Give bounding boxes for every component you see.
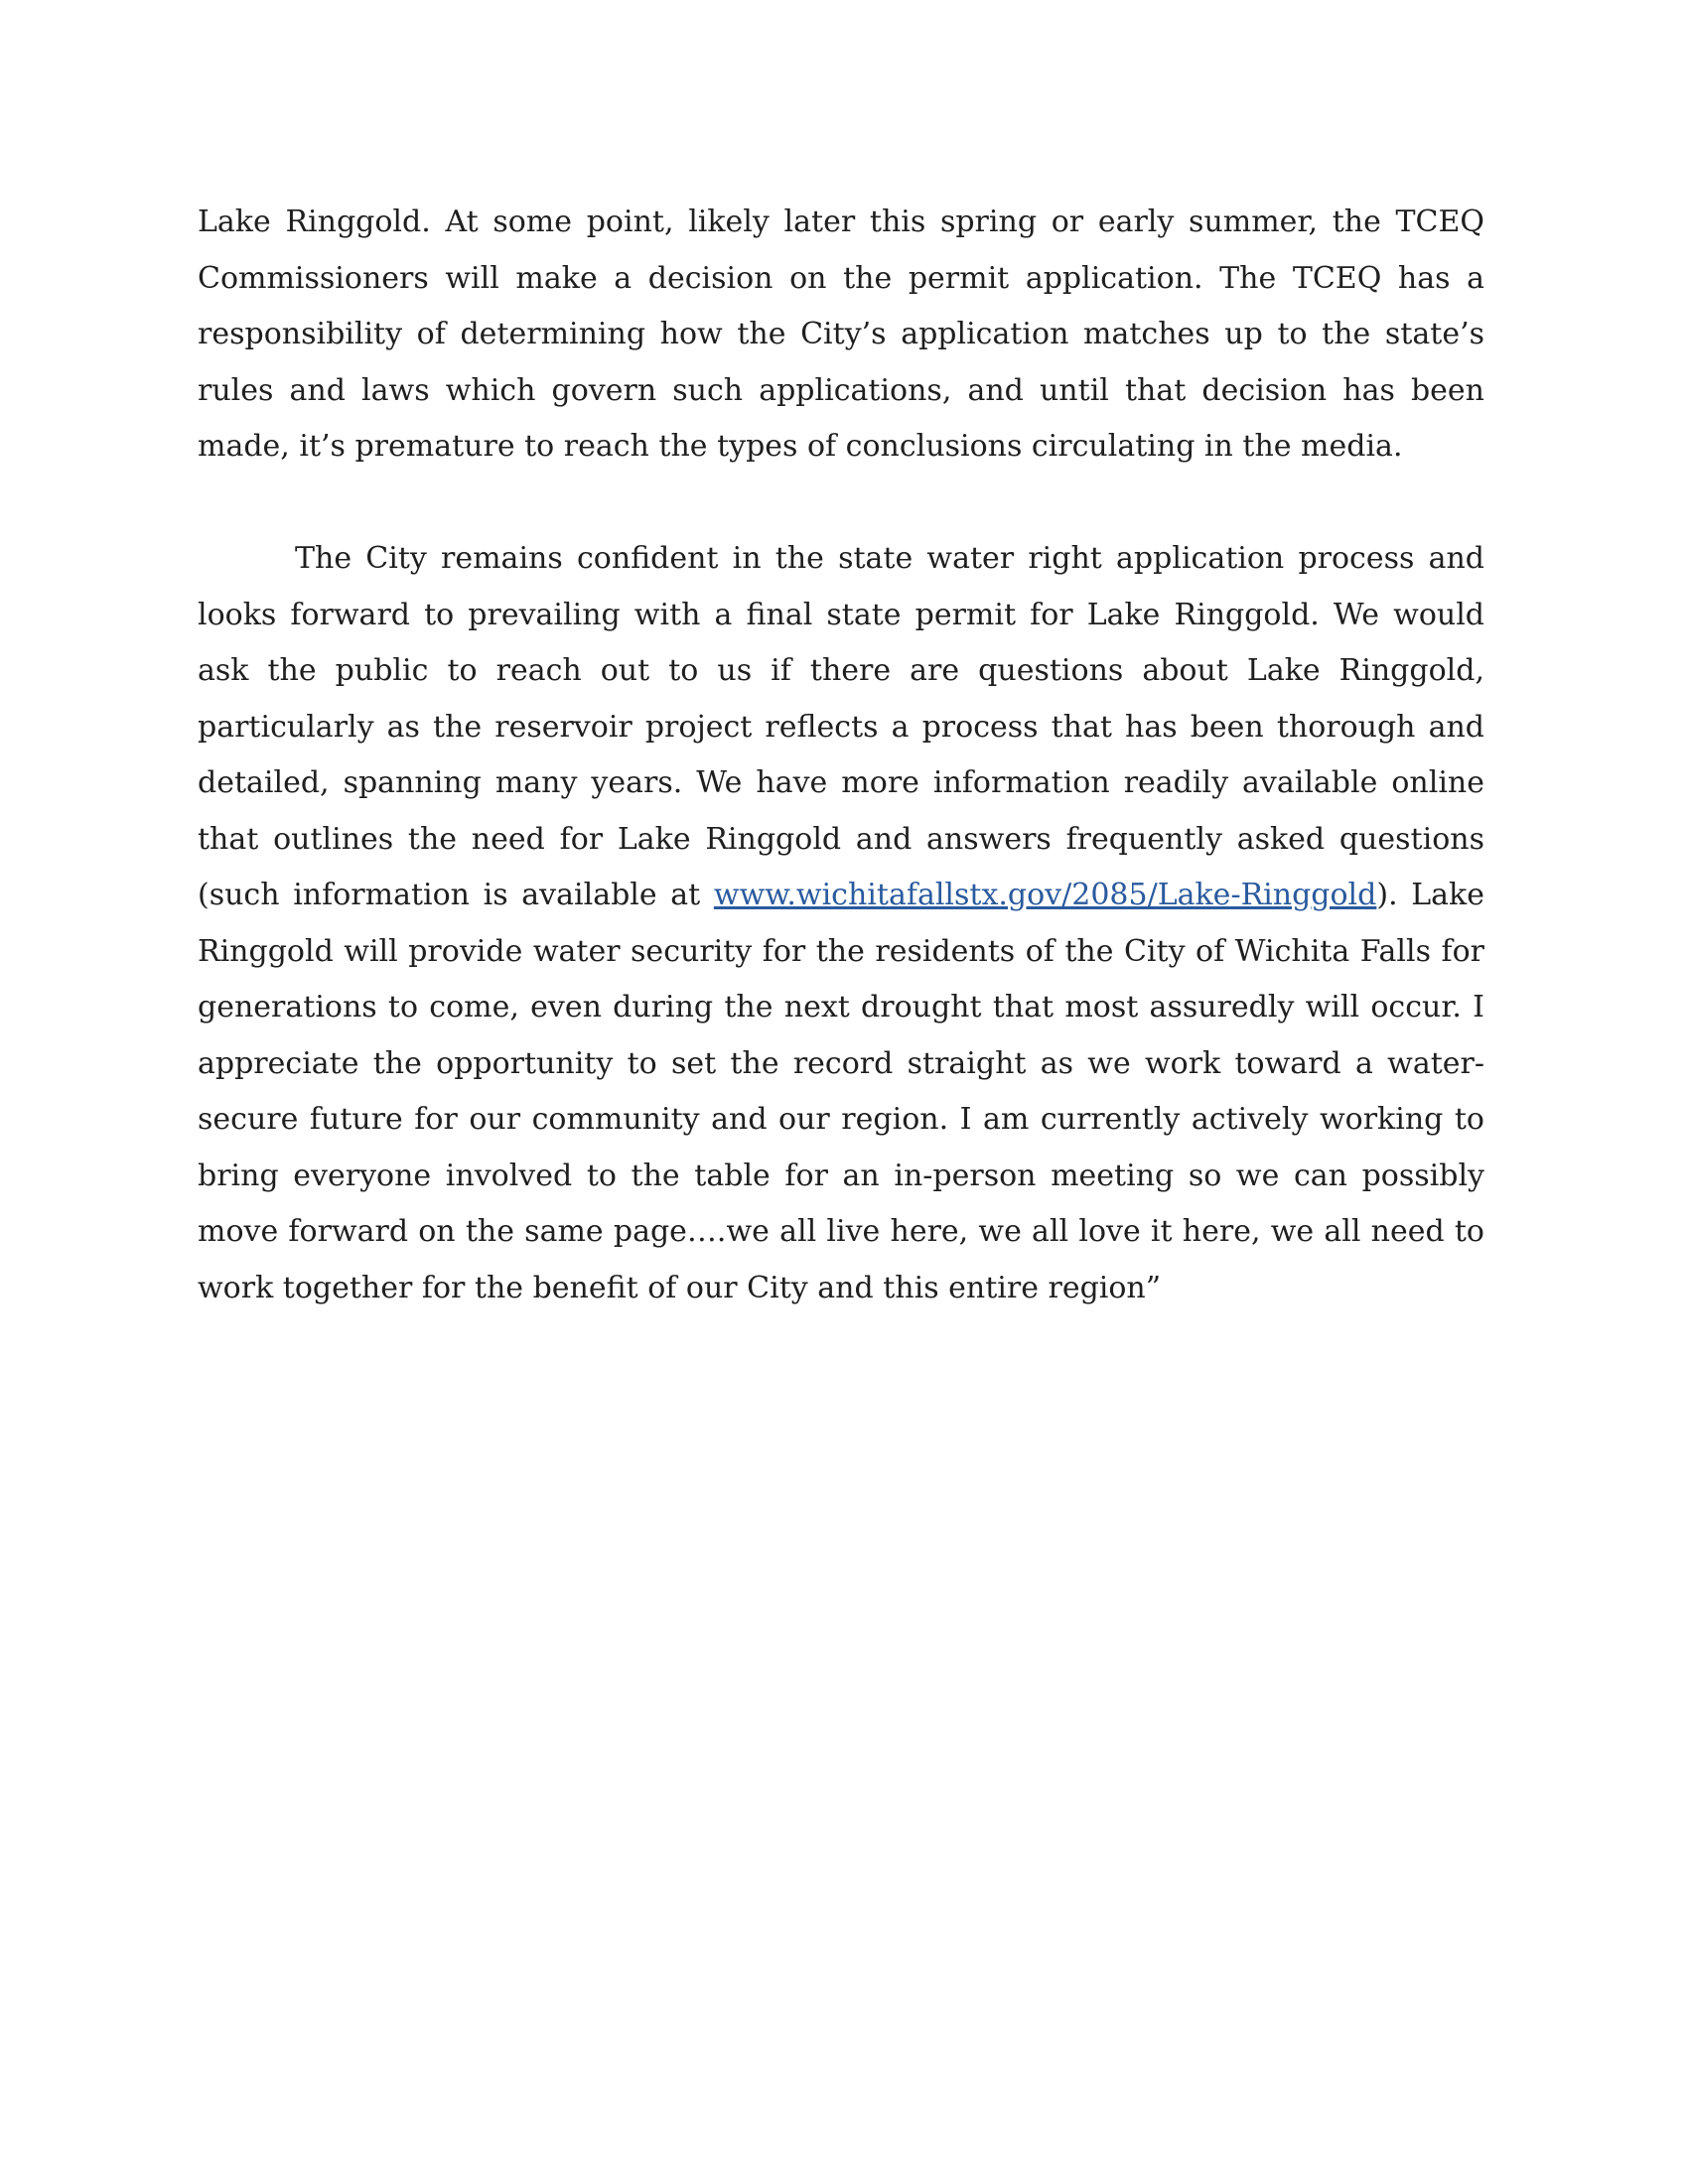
lake-ringgold-link[interactable]: www.wichitafallstx.gov/2085/Lake-Ringgold (713, 878, 1377, 912)
paragraph-2-text-after-link: ). Lake Ringgold will provide water security for the residents of the City of Wichita Falls for generations to come, even during the next drought that most assuredly will occur. I appreciate the opportunity to set the record straight as we work toward a water-secure future for our community and our region. I am currently actively working to bring everyone involved to the table for an in-person meeting so we can possibly move forward on the same page….we all live here, we all love it here, we all need to work together for the benefit of our City and this entire region” (198, 878, 1484, 1305)
paragraph-2-text-before-link: The City remains confident in the state water right application process and looks forward to prevailing with a final state permit for Lake Ringgold. We would ask the public to reach out to us if there are questions about Lake Ringgold, particularly as the reservoir project reflects a process that has been thorough and detailed, spanning many years. We have more information readily available online that outlines the need for Lake Ringgold and answers frequently asked questions (such information is available at (198, 541, 1484, 912)
paragraph-1: Lake Ringgold. At some point, likely later this spring or early summer, the TCEQ Commissioners will make a decision on the permit application. The TCEQ has a responsibility of determining how the City’s application matches up to the state’s rules and laws which govern such applications, and until that decision has been made, it’s premature to reach the types of conclusions circulating in the media. (198, 205, 1484, 464)
paragraph-2 (198, 531, 1484, 1316)
document-body (198, 195, 1484, 1316)
